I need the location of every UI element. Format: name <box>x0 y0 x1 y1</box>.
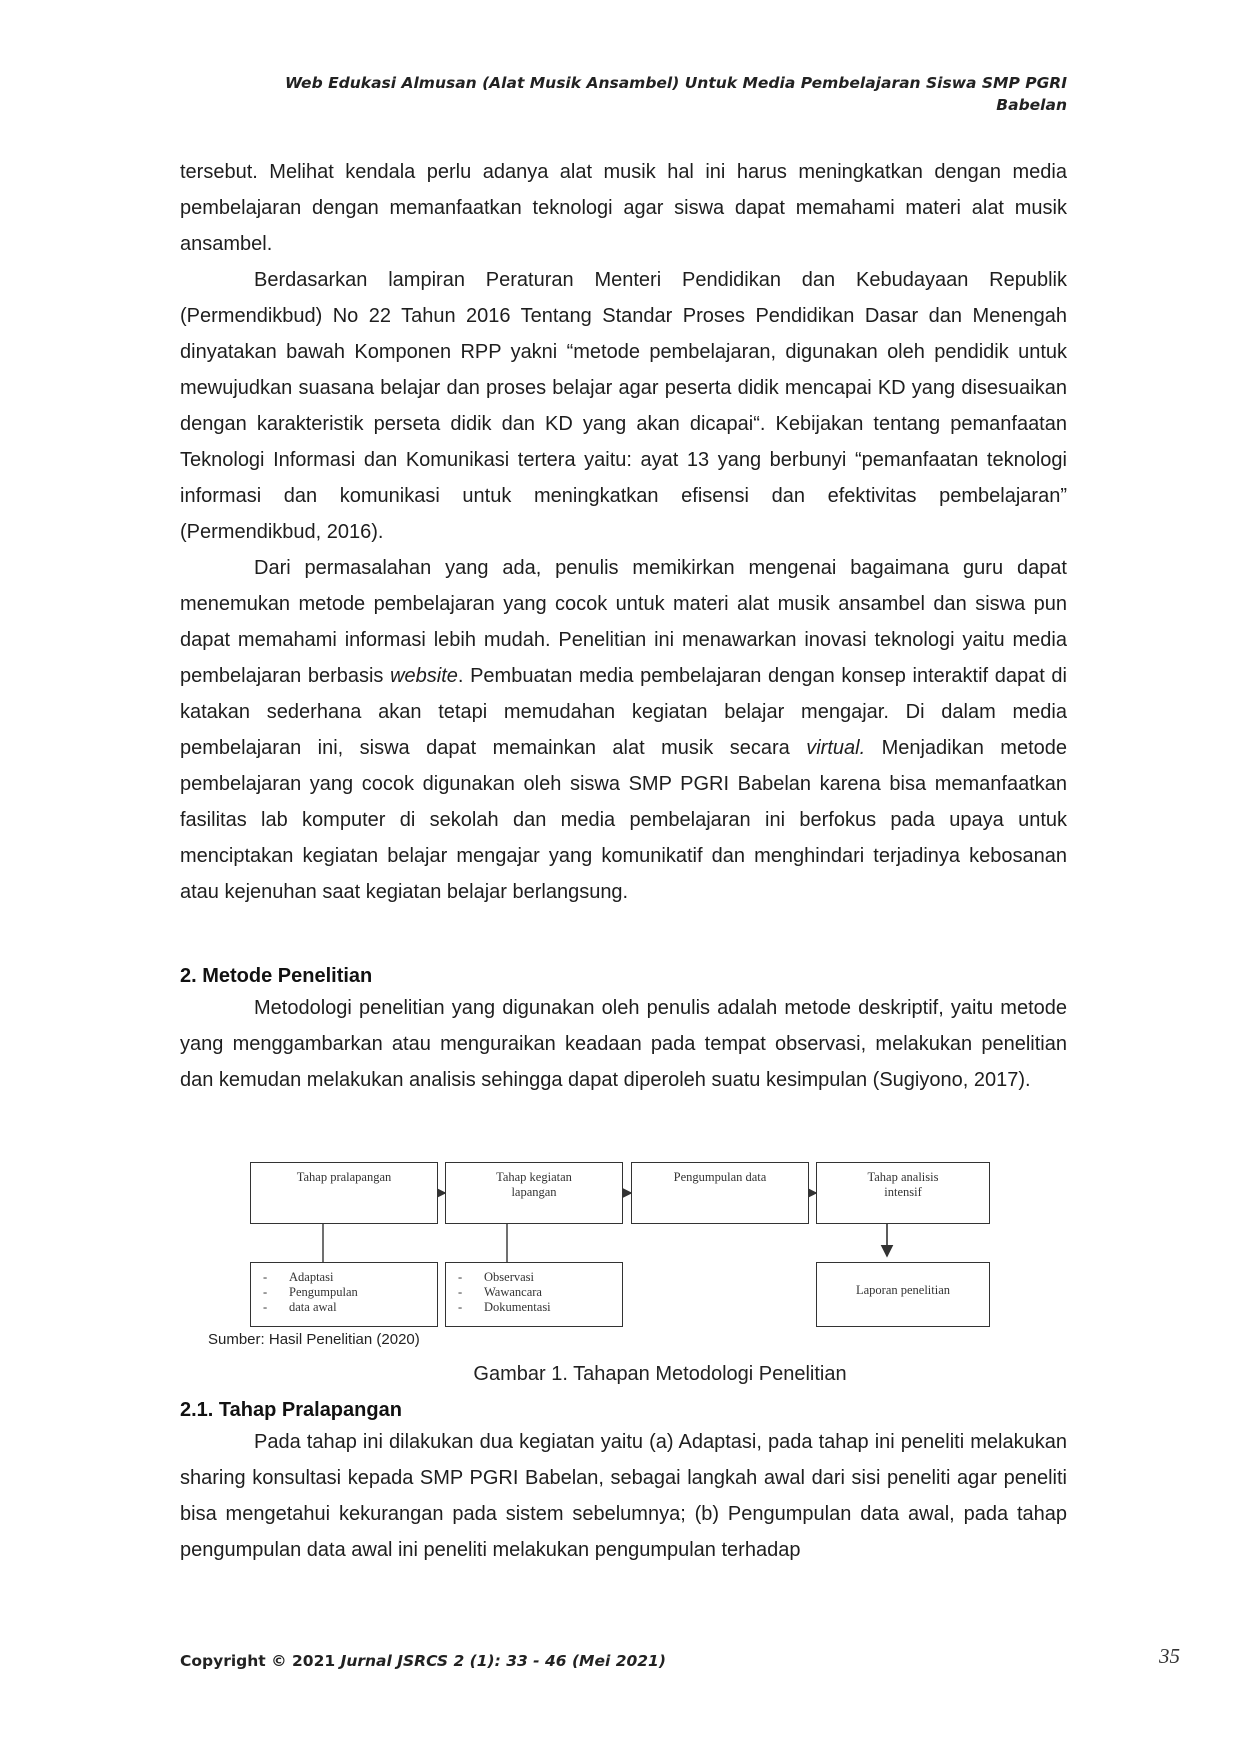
flow-box-kegiatan-label2: lapangan <box>511 1185 557 1199</box>
running-header-line1: Web Edukasi Almusan (Alat Musik Ansambel) Untuk Media Pembelajaran Siswa SMP PGRI <box>284 74 1067 92</box>
flow-box-analisis <box>816 1162 990 1224</box>
pralapangan-text-block <box>180 1424 1067 1568</box>
intro-text-block <box>180 154 1067 910</box>
flow-box-analisis-label1: Tahap analisis <box>867 1170 939 1184</box>
list-item-pengumpulan: - Pengumpulan <box>261 1285 431 1300</box>
list-item-wawancara: - Wawancara <box>456 1285 616 1300</box>
flow-box-pralapangan-label: Tahap pralapangan <box>296 1170 392 1184</box>
methodology-text-block <box>180 990 1067 1098</box>
website-term: website <box>390 665 458 687</box>
section-heading-metode: 2. Metode Penelitian <box>180 965 373 987</box>
paragraph-permendikbud: Berdasarkan lampiran Peraturan Menteri Pendidikan dan Kebudayaan Republik (Permendikbud) No 22 Tahun 2016 Tentang Standar Proses Pendidikan Dasar dan Menengah dinyatakan bawah Komponen RPP yakni “metode pembelajaran, digunakan oleh pendidik untuk mewujudkan suasana belajar dan proses belajar agar peserta didik mencapai KD yang disesuaikan dengan karakteristik perseta didik dan KD yang akan dicapai“. Kebijakan tentang pemanfaatan Teknologi Informasi dan Komunikasi tertera yaitu: ayat 13 yang berbunyi “pemanfaatan teknologi informasi dan komunikasi untuk meningkatkan efisensi dan efektivitas pembelajaran” (Permendikbud, 2016). <box>180 269 1067 543</box>
paragraph-problem-part1: Dari permasalahan yang ada, penulis memikirkan mengenai bagaimana guru dapat menemukan metode pembelajaran yang cocok untuk materi alat musik ansambel dan siswa pun dapat memahami informasi lebih mudah. Penelitian ini menawarkan inovasi teknologi yaitu media pembelajaran berbasis <box>180 557 1067 687</box>
flow-box-pengumpulan-data <box>631 1162 809 1224</box>
paragraph-problem <box>180 550 1067 910</box>
flow-box-kegiatan-lapangan <box>445 1162 623 1224</box>
flow-box-laporan <box>816 1262 990 1327</box>
paragraph-problem-part2: . Pembuatan media pembelajaran dengan konsep interaktif dapat di katakan sederhana akan tetapi memudahan kegiatan belajar mengajar. Di dalam media pembelajaran ini, siswa dapat memainkan alat musik secara <box>180 665 1067 759</box>
methodology-flow-diagram <box>250 1162 990 1332</box>
paragraph-problem-part3: Menjadikan metode pembelajaran yang cocok digunakan oleh siswa SMP PGRI Babelan karena bisa memanfaatkan fasilitas lab komputer di sekolah dan media pembelajaran ini berfokus pada upaya untuk menciptakan kegiatan belajar mengajar yang komunikatif dan menghindari terjadinya kebosanan atau kejenuhan saat kegiatan belajar berlangsung. <box>180 737 1067 903</box>
list-item-adaptasi: - Adaptasi <box>261 1270 431 1285</box>
footer-journal-name: Jurnal JSRCS <box>340 1652 449 1670</box>
paragraph-pralapangan: Pada tahap ini dilakukan dua kegiatan yaitu (a) Adaptasi, pada tahap ini peneliti melakukan sharing konsultasi kepada SMP PGRI Babelan, sebagai langkah awal dari sisi peneliti agar peneliti bisa mengetahui kekurangan pada sistem sebelumnya; (b) Pengumpulan data awal, pada tahap pengumpulan data awal ini peneliti melakukan pengumpulan terhadap <box>180 1431 1067 1561</box>
flow-list-pralapangan <box>250 1262 438 1327</box>
list-item-dokumentasi: - Dokumentasi <box>456 1300 616 1315</box>
section-heading-pralapangan: 2.1. Tahap Pralapangan <box>180 1399 402 1421</box>
paragraph-continuation: tersebut. Melihat kendala perlu adanya alat musik hal ini harus meningkatkan dengan media pembelajaran dengan memanfaatkan teknologi agar siswa dapat memahami materi alat musik ansambel. <box>180 161 1067 255</box>
list-item-data-awal: - data awal <box>261 1300 431 1315</box>
list-item-observasi: - Observasi <box>456 1270 616 1285</box>
flow-box-pralapangan <box>250 1162 438 1224</box>
flow-list-lapangan <box>445 1262 623 1327</box>
flow-box-kegiatan-label1: Tahap kegiatan <box>496 1170 572 1184</box>
footer-issue: 2 (1): 33 - 46 (Mei 2021) <box>448 1652 666 1670</box>
footer-copyright-prefix: Copyright © 2021 <box>180 1652 341 1670</box>
paragraph-methodology: Metodologi penelitian yang digunakan oleh penulis adalah metode deskriptif, yaitu metode yang menggambarkan atau menguraikan keadaan pada tempat observasi, melakukan penelitian dan kemudan melakukan analisis sehingga dapat diperoleh suatu kesimpulan (Sugiyono, 2017). <box>180 997 1067 1091</box>
flow-box-laporan-label: Laporan penelitian <box>855 1283 951 1297</box>
flow-box-analisis-label2: intensif <box>884 1185 922 1199</box>
running-header-line2: Babelan <box>996 96 1067 114</box>
figure-caption: Gambar 1. Tahapan Metodologi Penelitian <box>473 1363 847 1385</box>
page-number: 35 <box>1159 1644 1180 1668</box>
footer-copyright <box>180 1650 666 1672</box>
running-header <box>180 72 1067 116</box>
flow-box-pengumpulan-label: Pengumpulan data <box>673 1170 767 1184</box>
figure-source: Sumber: Hasil Penelitian (2020) <box>208 1331 420 1348</box>
virtual-term: virtual. <box>806 737 866 759</box>
